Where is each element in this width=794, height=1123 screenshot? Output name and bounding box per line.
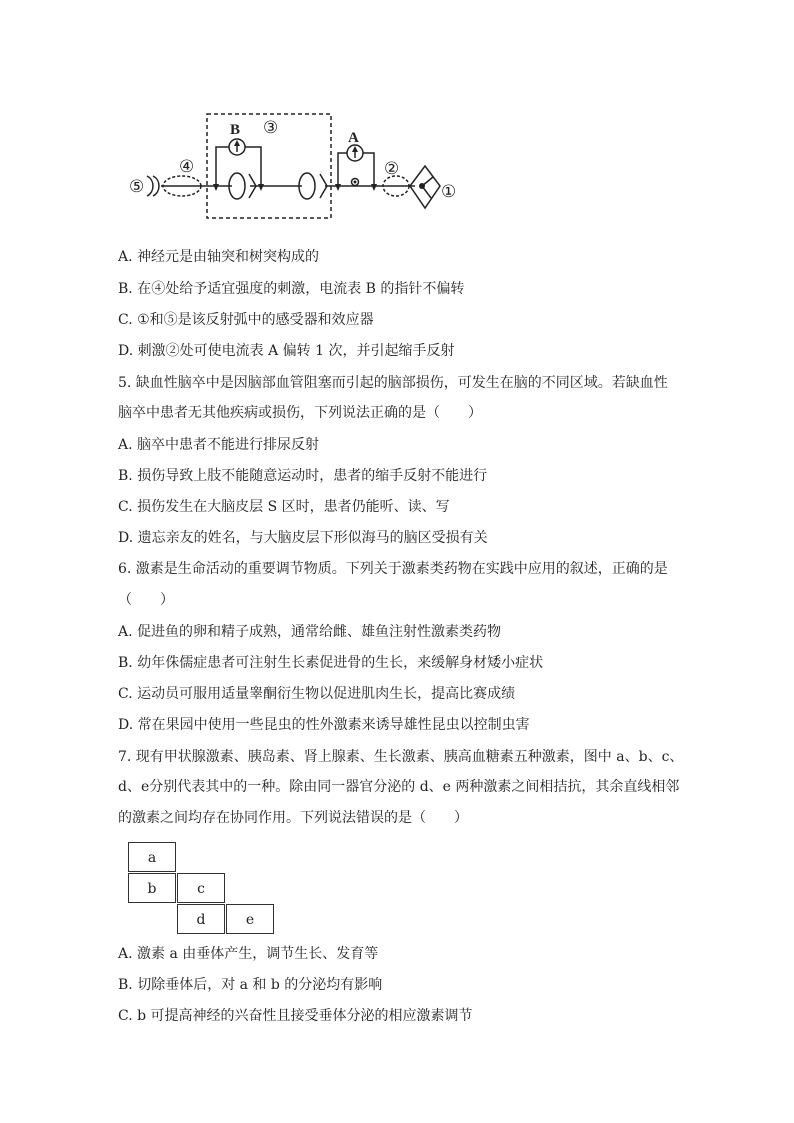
grid-cell-d: d xyxy=(177,904,225,934)
q7-stem-line2: d、e分别代表其中的一种。除由同一器官分泌的 d、e 两种激素之间相拮抗，其余直线相邻 xyxy=(118,779,680,795)
q6-stem-line1: 6. 激素是生命活动的重要调节物质。下列关于激素类药物在实践中应用的叙述，正确的是 xyxy=(118,561,668,577)
q5-stem-line2: 脑卒中患者无其他疾病或损伤，下列说法正确的是（ ） xyxy=(118,405,482,421)
effector-shape xyxy=(147,176,159,196)
grid-cell-a: a xyxy=(128,842,176,872)
label-circle-5: ⑤ xyxy=(129,177,145,197)
q5-option-d: D. 遗忘亲友的姓名，与大脑皮层下形似海马的脑区受损有关 xyxy=(118,530,488,546)
q4-option-a: A. 神经元是由轴突和树突构成的 xyxy=(118,249,320,265)
meter-b-wire-left xyxy=(216,147,229,186)
receptor-diamond xyxy=(410,166,440,208)
label-circle-1: ① xyxy=(441,182,457,202)
q6-option-c: C. 运动员可服用适量睾酮衍生物以促进肌肉生长，提高比赛成绩 xyxy=(118,686,516,702)
label-meter-b: B xyxy=(230,122,241,138)
q5-option-a: A. 脑卒中患者不能进行排尿反射 xyxy=(118,437,320,453)
q7-option-a: A. 激素 a 由垂体产生，调节生长、发育等 xyxy=(118,946,379,962)
grid-cell-b: b xyxy=(128,873,176,903)
q7-option-c: C. b 可提高神经的兴奋性且接受垂体分泌的相应激素调节 xyxy=(118,1008,473,1024)
q5-option-c: C. 损伤发生在大脑皮层 S 区时，患者仍能听、读、写 xyxy=(118,499,450,515)
q5-option-b: B. 损伤导致上肢不能随意运动时，患者的缩手反射不能进行 xyxy=(118,468,488,484)
q7-stem-line3: 的激素之间均存在协同作用。下列说法错误的是（ ） xyxy=(118,810,468,826)
label-meter-a: A xyxy=(348,130,359,146)
label-circle-3: ③ xyxy=(263,118,279,138)
reflex-arc-diagram xyxy=(125,100,470,230)
grid-cell-c: c xyxy=(177,873,225,903)
q4-option-d: D. 刺激②处可使电流表 A 偏转 1 次，并引起缩手反射 xyxy=(118,343,455,359)
q4-option-c: C. ①和⑤是该反射弧中的感受器和效应器 xyxy=(118,312,374,328)
hormone-grid xyxy=(128,842,278,936)
meter-a-wire-left xyxy=(338,153,347,186)
q6-option-d: D. 常在果园中使用一些昆虫的性外激素来诱导雄性昆虫以控制虫害 xyxy=(118,717,530,733)
meter-a-wire-right xyxy=(363,153,374,186)
grid-cell-e: e xyxy=(226,904,274,934)
q7-stem-line1: 7. 现有甲状腺激素、胰岛素、肾上腺素、生长激素、胰高血糖素五种激素，图中 a、b、c、 xyxy=(118,749,684,765)
q6-stem-line2: （ ） xyxy=(118,592,174,608)
q4-option-b: B. 在④处给予适宜强度的刺激，电流表 B 的指针不偏转 xyxy=(118,281,465,297)
q6-option-b: B. 幼年侏儒症患者可注射生长素促进骨的生长，来缓解身材矮小症状 xyxy=(118,655,544,671)
label-circle-4: ④ xyxy=(179,157,195,177)
q5-stem-line1: 5. 缺血性脑卒中是因脑部血管阻塞而引起的脑部损伤，可发生在脑的不同区域。若缺血性 xyxy=(118,375,668,391)
label-circle-2: ② xyxy=(384,159,400,179)
q6-option-a: A. 促进鱼的卵和精子成熟，通常给雌、雄鱼注射性激素类药物 xyxy=(118,624,502,640)
q7-option-b: B. 切除垂体后，对 a 和 b 的分泌均有影响 xyxy=(118,977,383,993)
